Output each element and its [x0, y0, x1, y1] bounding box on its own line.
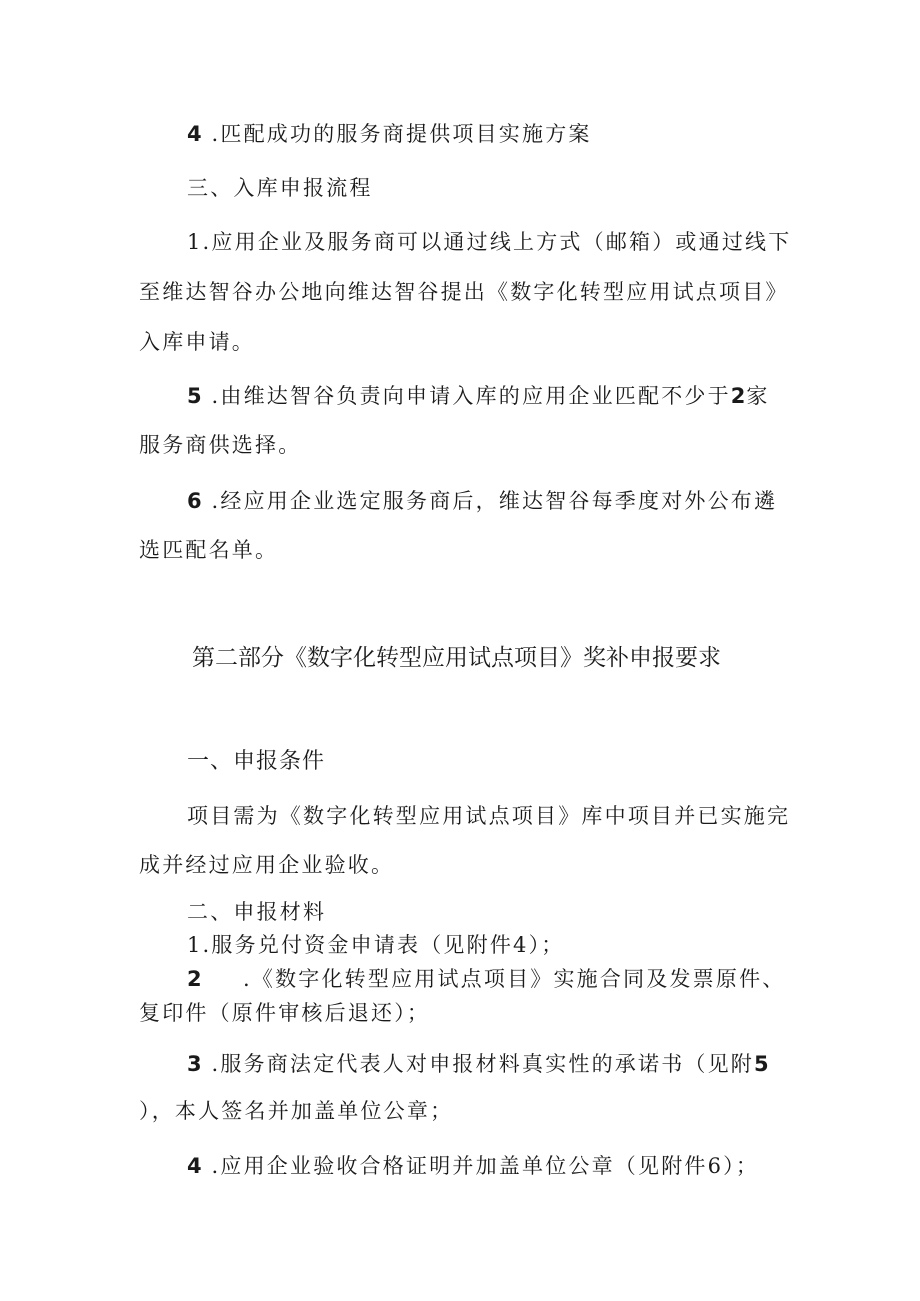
material-text: .服务商法定代表人对申报材料真实性的承诺书（见附	[211, 1052, 754, 1076]
paragraph-step-5-line-1	[187, 386, 770, 407]
attachment-number: 5	[754, 1052, 770, 1076]
material-number: 4	[187, 1154, 203, 1178]
step-text: .由维达智谷负责向申请入库的应用企业匹配不少于	[211, 384, 731, 408]
paragraph-step-5-line-2: 服务商供选择。	[139, 433, 302, 457]
count-number: 2	[730, 384, 747, 408]
step-text: .经应用企业选定服务商后，维达智谷每季度对外公布遴	[211, 489, 778, 513]
paragraph-step-1-line-2: 至维达智谷办公地向维达智谷提出《数字化转型应用试点项目》	[139, 280, 789, 304]
material-text: .《数字化转型应用试点项目》实施合同及发票原件、	[243, 967, 786, 991]
material-3-line-1	[187, 1054, 770, 1075]
paragraph-step-1-line-1: 1.应用企业及服务商可以通过线上方式（邮箱）或通过线下	[187, 230, 792, 254]
material-3-line-2: ），本人签名并加盖单位公章；	[139, 1099, 454, 1123]
material-2-line-1	[187, 969, 785, 990]
paragraph-step-4	[187, 124, 592, 145]
step-text-end: 家	[746, 384, 770, 408]
section-3-title: 三、入库申报流程	[187, 176, 373, 200]
section-2-title: 二、申报材料	[187, 900, 327, 924]
part-2-title: 第二部分《数字化转型应用试点项目》奖补申报要求	[192, 645, 721, 671]
material-text: .应用企业验收合格证明并加盖单位公章（见附件6）；	[211, 1154, 760, 1178]
step-number: 6	[187, 489, 203, 513]
step-text: .匹配成功的服务商提供项目实施方案	[211, 122, 592, 146]
section-1-text-line-1: 项目需为《数字化转型应用试点项目》库中项目并已实施完	[187, 804, 791, 828]
material-4	[187, 1156, 759, 1177]
section-1-title: 一、申报条件	[187, 749, 326, 774]
material-number: 2	[187, 967, 203, 991]
paragraph-step-1-line-3: 入库申请。	[139, 330, 255, 354]
paragraph-step-6-line-1	[187, 491, 777, 512]
section-1-text-line-2: 成并经过应用企业验收。	[139, 853, 395, 877]
step-number: 5	[187, 384, 203, 408]
step-number: 4	[187, 122, 203, 146]
material-1: 1.服务兑付资金申请表（见附件4）；	[187, 933, 565, 957]
paragraph-step-6-line-2: 选匹配名单。	[139, 538, 279, 562]
material-number: 3	[187, 1052, 203, 1076]
material-2-line-2: 复印件（原件审核后退还）；	[139, 1001, 431, 1025]
